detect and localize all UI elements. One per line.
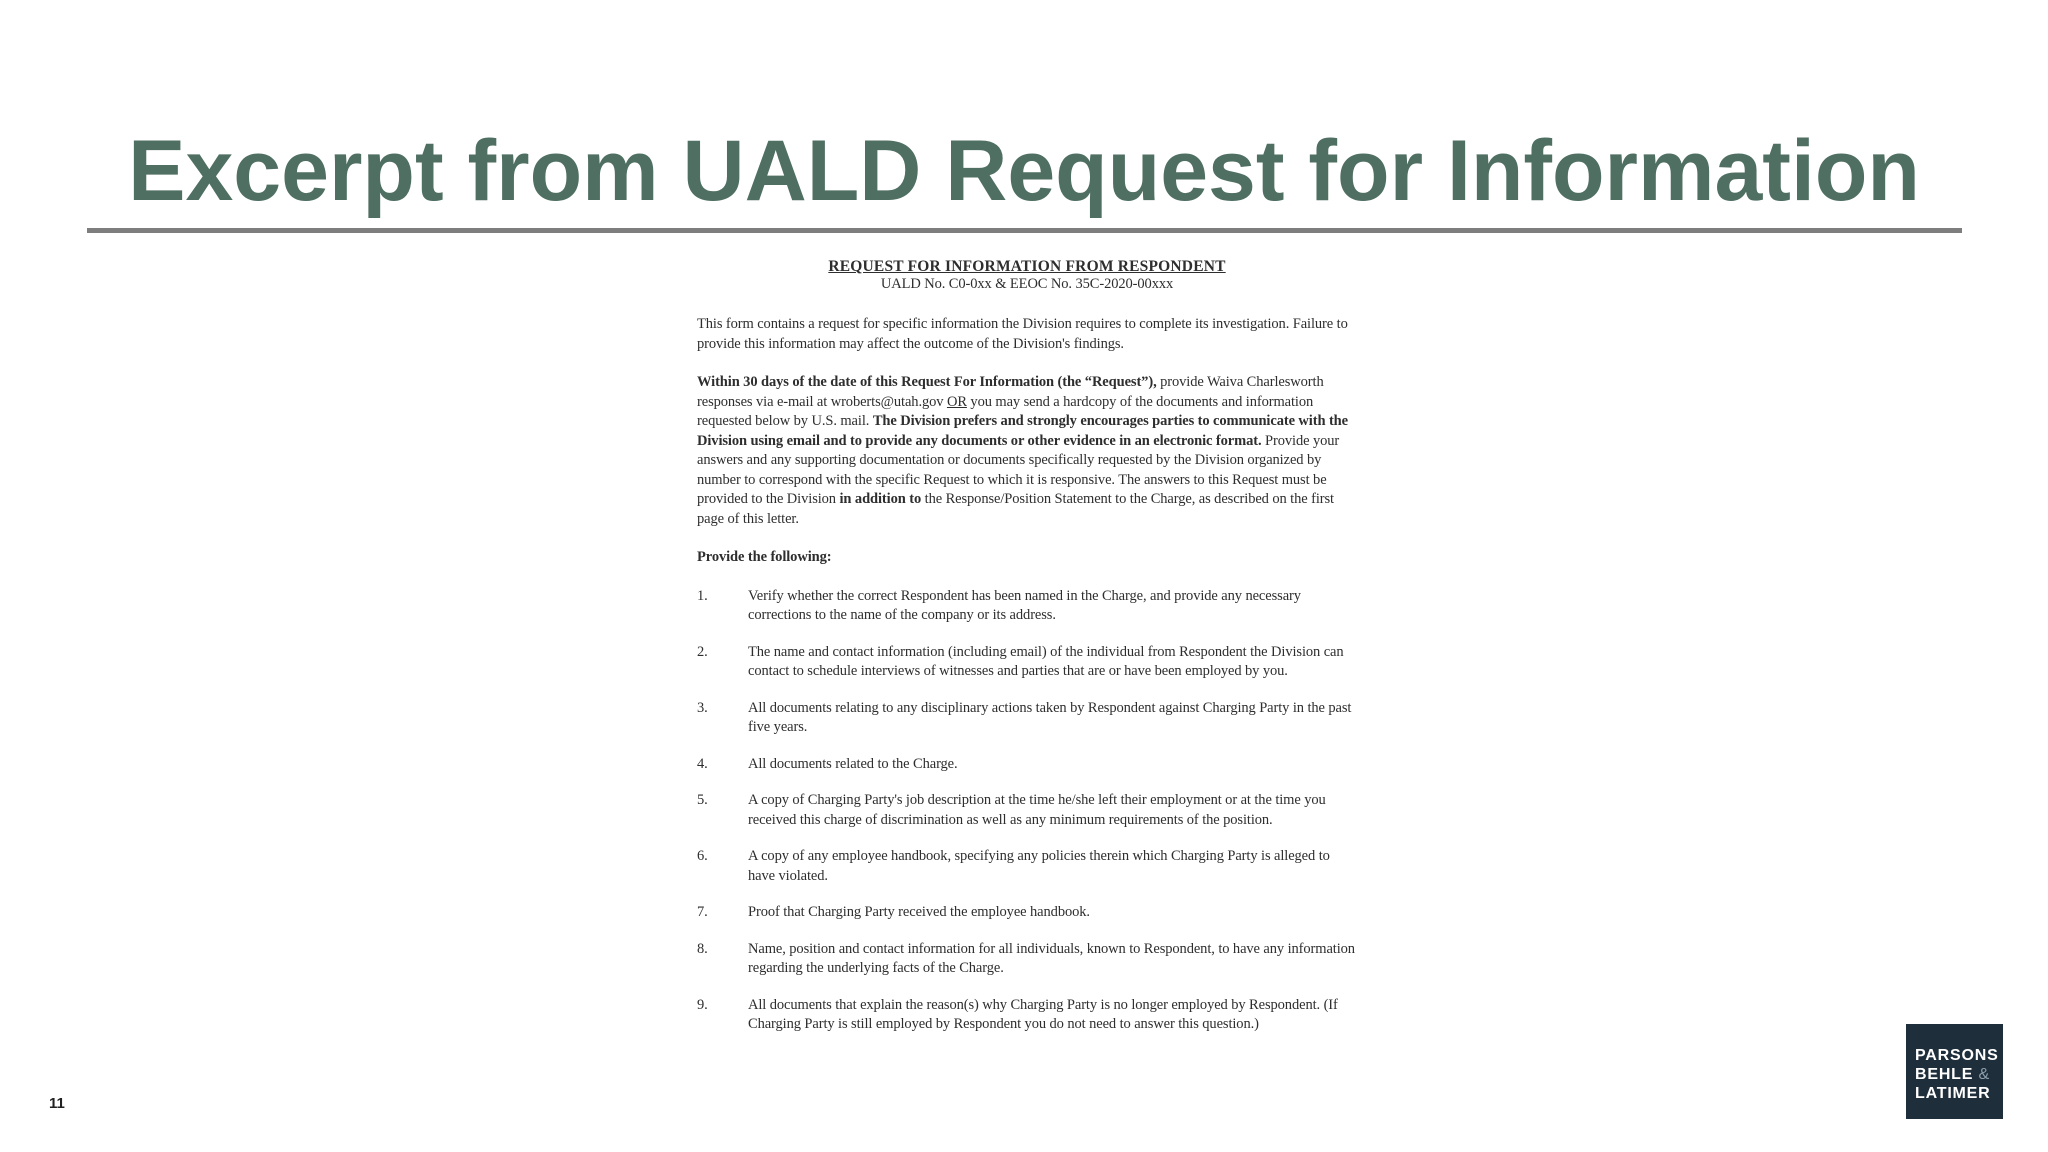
in-addition-to-text: in addition to <box>839 491 922 507</box>
document-subheading: UALD No. C0-0xx & EEOC No. 35C-2020-00xxx <box>880 276 1174 292</box>
list-item-number: 4. <box>697 755 708 772</box>
list-item-text: Name, position and contact information for all individuals, known to Respondent, to have any information regarding the underlying facts of the Charge. <box>748 940 1355 976</box>
list-item-text: All documents relating to any disciplinary actions taken by Respondent against Charging Party in the past five years. <box>748 699 1352 735</box>
list-item-text: A copy of Charging Party's job description at the time he/she left their employment or at the time you received this charge of discrimination as well as any minimum requirements of the position. <box>748 792 1326 828</box>
page-number: 11 <box>49 1095 65 1112</box>
list-item <box>697 791 1357 830</box>
list-item <box>697 755 1357 775</box>
list-item-text: Verify whether the correct Respondent has been named in the Charge, and provide any necessary corrections to the name of the company or its address. <box>748 587 1301 623</box>
title-divider <box>87 228 1962 233</box>
list-item-text: The name and contact information (including email) of the individual from Respondent the Division can contact to schedule interviews of witnesses and parties that are or have been employed by you. <box>748 643 1344 679</box>
list-item <box>697 587 1357 626</box>
list-item-number: 9. <box>697 996 708 1013</box>
list-item-text: A copy of any employee handbook, specifying any policies therein which Charging Party is alleged to have violated. <box>748 848 1330 884</box>
document-heading: REQUEST FOR INFORMATION FROM RESPONDENT <box>828 258 1226 275</box>
or-word: OR <box>946 393 967 410</box>
logo-ampersand: & <box>1978 1066 1990 1083</box>
provide-label: Provide the following: <box>697 549 832 565</box>
list-item <box>697 940 1357 979</box>
list-item <box>697 699 1357 738</box>
deadline-text: Within 30 days of the date of this Request For Information (the “Request”), <box>697 374 1157 390</box>
list-item <box>697 903 1357 923</box>
list-item <box>697 643 1357 682</box>
request-list <box>697 587 1357 1035</box>
list-item-number: 6. <box>697 848 708 864</box>
instructions-text-b: you may send a hardcopy of the documents and information requested below by U.S. mail. <box>697 393 1314 429</box>
logo-line-3: LATIMER <box>1915 1085 1991 1102</box>
list-item-number: 3. <box>697 699 708 716</box>
intro-paragraph: This form contains a request for specific information the Division requires to complete its investigation. Failure to provide this information may affect the outcome of the Division's findings. <box>697 316 1348 352</box>
list-item-number: 5. <box>697 792 708 808</box>
instructions-text-a: provide Waiva Charlesworth responses via e-mail at wroberts@utah.gov <box>697 374 1324 410</box>
slide-title: Excerpt from UALD Request for Information <box>128 123 1920 219</box>
list-item-number: 7. <box>697 904 708 920</box>
logo-line-2: BEHLE & <box>1915 1066 1990 1083</box>
document-excerpt <box>697 258 1357 1148</box>
list-item-text: Proof that Charging Party received the employee handbook. <box>748 904 1090 920</box>
list-item-text: All documents that explain the reason(s) why Charging Party is no longer employed by Respondent. (If Charging Party is still employed by Respondent you do not need to answer this question.) <box>748 996 1338 1032</box>
firm-logo <box>1906 1024 2003 1119</box>
list-item <box>697 996 1357 1035</box>
email-preference-text: The Division prefers and strongly encourages parties to communicate with the Division using email and to provide any documents or other evidence in an electronic format. <box>697 413 1348 449</box>
list-item-number: 2. <box>697 643 708 660</box>
instructions-text-c: Provide your answers and any supporting documentation or documents specifically requested by the Division organized by number to correspond with the specific Request to which it is responsive. The answers to this Request must be provided to the Division <box>697 432 1340 507</box>
list-item <box>697 847 1357 886</box>
instructions-text-d: the Response/Position Statement to the Charge, as described on the first page of this letter. <box>697 491 1334 527</box>
list-item-text: All documents related to the Charge. <box>748 755 958 772</box>
instructions-paragraph <box>697 373 1357 529</box>
document-header <box>697 258 1357 293</box>
logo-line-1: PARSONS <box>1915 1047 1999 1064</box>
list-item-number: 8. <box>697 940 708 957</box>
list-item-number: 1. <box>697 587 708 604</box>
